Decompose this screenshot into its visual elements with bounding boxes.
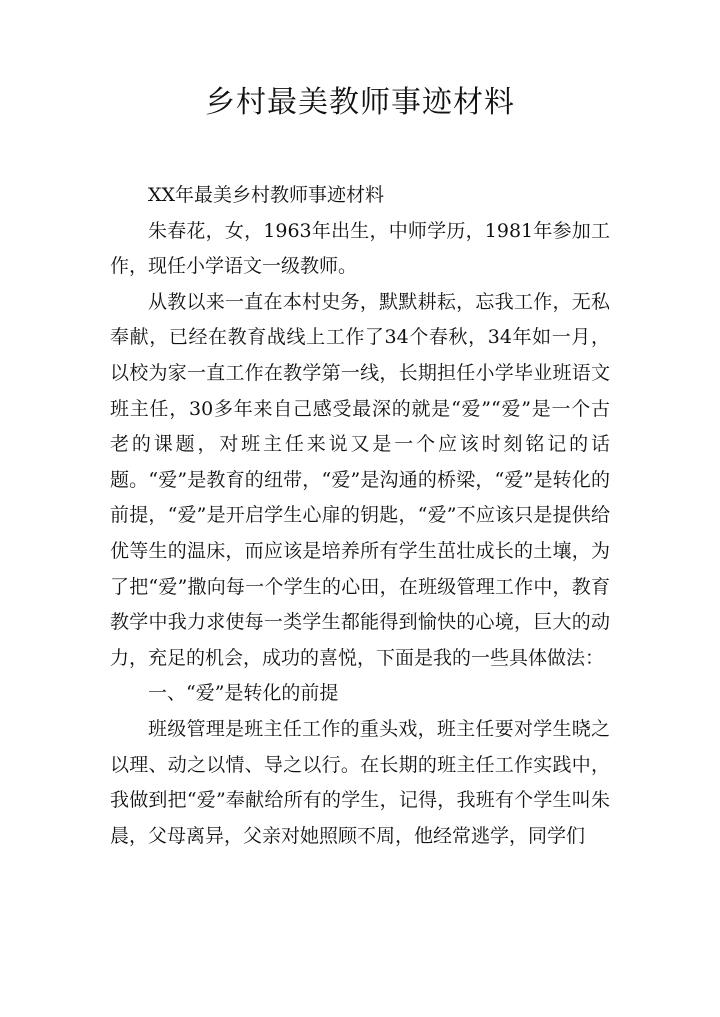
subtitle-paragraph: XX年最美乡村教师事迹材料 (148, 184, 385, 206)
document-body (110, 178, 610, 854)
document-title: 乡村最美教师事迹材料 (205, 85, 515, 120)
body-paragraph: 从教以来一直在本村史务，默默耕耘，忘我工作，无私奉献，已经在教育战线上工作了34个春秋，34年如一月，以校为家一直工作在教学第一线，长期担任小学毕业班语文班主任，30多年来自己感受最深的就是“爱”“爱”是一个古老的课题，对班主任来说又是一个应该时刻铭记的话题。“爱”是教育的纽带，“爱”是沟通的桥梁，“爱”是转化的前提，“爱”是开启学生心扉的钥匙，“爱”不应该只是提供给优等生的温床，而应该是培养所有学生茁壮成长的土壤，为了把“爱”撒向每一个学生的心田，在班级管理工作中，教育教学中我力求使每一类学生都能得到愉快的心境，巨大的动力，充足的机会，成功的喜悦，下面是我的一些具体做法： (110, 290, 610, 669)
body-paragraph: 班级管理是班主任工作的重头戏，班主任要对学生晓之以理、动之以情、导之以行。在长期的班主任工作实践中，我做到把“爱”奉献给所有的学生，记得，我班有个学生叫朱晨，父母离异，父亲对她照顾不周，他经常逃学，同学们 (110, 717, 610, 847)
section-heading: 一、“爱”是转化的前提 (148, 682, 339, 705)
intro-paragraph: 朱春花，女，1963年出生，中师学历，1981年参加工作，现任小学语文一级教师。 (110, 219, 610, 278)
